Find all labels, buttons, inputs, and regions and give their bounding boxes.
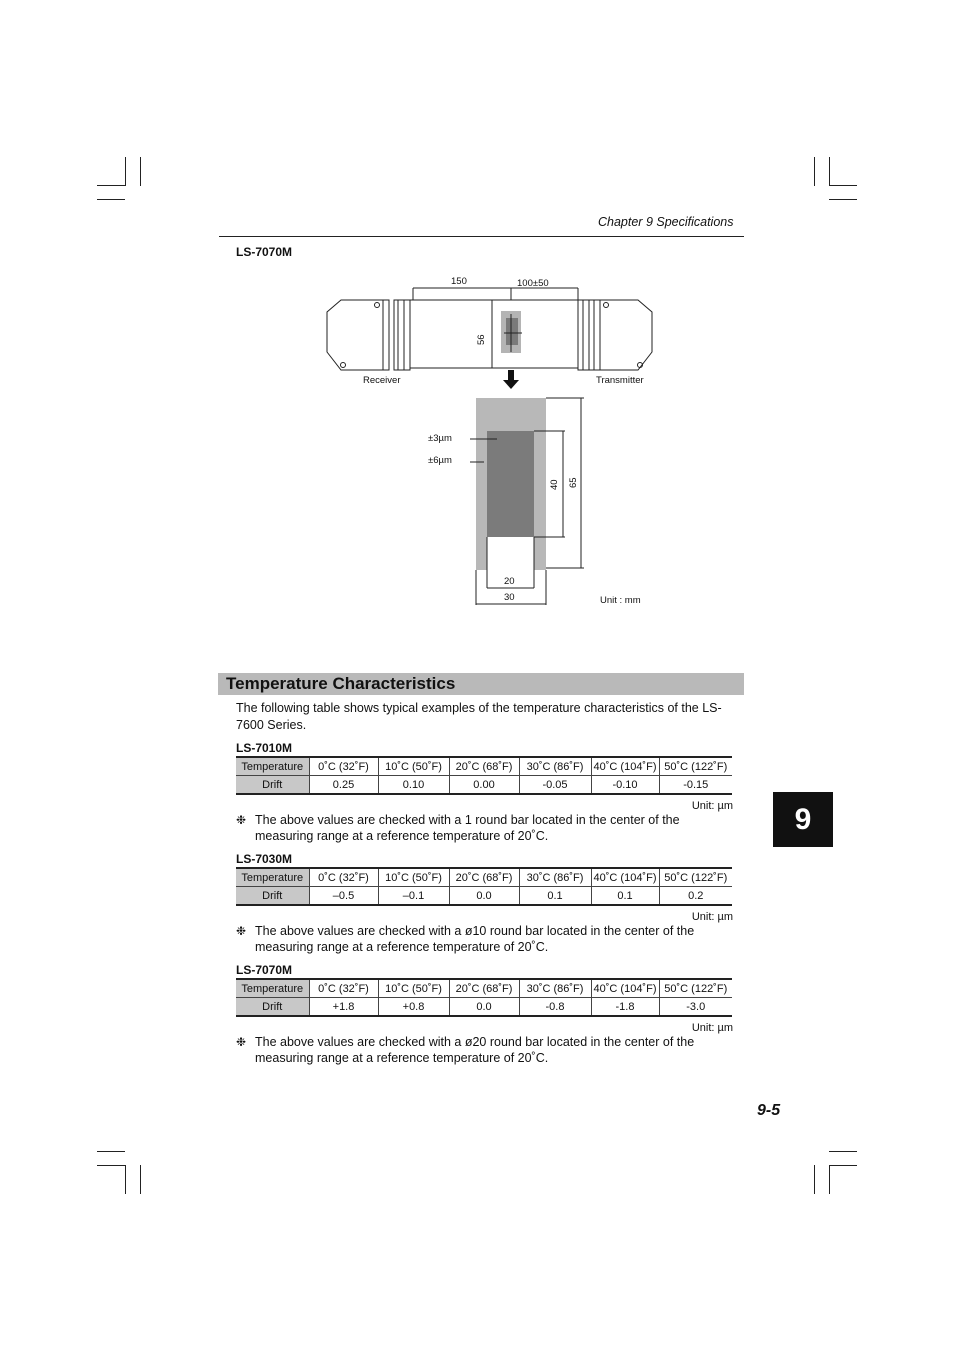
temp-cell: 50˚C (122˚F) [659,868,732,887]
figure-drawing [0,0,954,640]
dim-20: 20 [504,576,515,587]
temp-cell: 40˚C (104˚F) [591,757,659,776]
row-label-temperature: Temperature [236,979,309,998]
figure-unit: Unit : mm [600,595,641,606]
temperature-table-ls7030m [236,867,732,906]
drift-cell: –0.1 [378,887,449,906]
note-bullet-icon: ❉ [236,1035,247,1049]
dim-30: 30 [504,592,515,603]
temp-cell: 0˚C (32˚F) [309,868,378,887]
section-intro: The following table shows typical examples of the temperature characteristics of the LS-7600 Series. [236,701,722,732]
temp-cell: 40˚C (104˚F) [591,868,659,887]
drift-cell: -1.8 [591,998,659,1017]
table-3-model: LS-7070M [236,963,293,977]
drift-cell: 0.25 [309,776,378,795]
temperature-table-ls7070m [236,978,732,1017]
row-label-drift: Drift [236,776,309,795]
table-2-note [236,924,740,955]
transmitter-unit-drawing [578,300,652,370]
transmitter-label: Transmitter [596,375,644,386]
drift-cell: 0.0 [449,998,519,1017]
drift-cell: -0.15 [659,776,732,795]
row-label-drift: Drift [236,998,309,1017]
dim-65: 65 [568,477,579,488]
table-1-note [236,813,740,844]
table-row [236,887,732,906]
dim-40: 40 [549,479,560,490]
row-label-drift: Drift [236,887,309,906]
table-row [236,979,732,998]
temp-cell: 40˚C (104˚F) [591,979,659,998]
drift-cell: 0.0 [449,887,519,906]
table-1-model: LS-7010M [236,741,293,755]
temp-cell: 30˚C (86˚F) [519,868,591,887]
dim-100: 100±50 [517,278,549,289]
note-text: The above values are checked with a 1 round bar located in the center of the measuring range at a reference temperature of 20˚C. [255,813,680,843]
note-text: The above values are checked with a ø10 round bar located in the center of the measuring range at a reference temperature of 20˚C. [255,924,695,954]
dim-56: 56 [476,334,487,345]
drift-cell: 0.10 [378,776,449,795]
drift-cell: 0.1 [519,887,591,906]
note-bullet-icon: ❉ [236,813,247,827]
tolerance-6um: ±6µm [428,455,452,466]
temp-cell: 0˚C (32˚F) [309,979,378,998]
drift-cell: -0.05 [519,776,591,795]
table-row [236,868,732,887]
drift-cell: –0.5 [309,887,378,906]
table-1-unit: Unit: µm [691,800,733,812]
drift-cell: 0.2 [659,887,732,906]
tolerance-3um: ±3µm [428,433,452,444]
drift-cell: 0.1 [591,887,659,906]
drift-cell: -0.8 [519,998,591,1017]
table-3-note [236,1035,740,1066]
row-label-temperature: Temperature [236,868,309,887]
row-label-temperature: Temperature [236,757,309,776]
temp-cell: 10˚C (50˚F) [378,757,449,776]
table-3-unit: Unit: µm [691,1022,733,1034]
note-text: The above values are checked with a ø20 round bar located in the center of the measuring range at a reference temperature of 20˚C. [255,1035,695,1065]
temp-cell: 10˚C (50˚F) [378,868,449,887]
receiver-label: Receiver [363,375,401,386]
chapter-header: Chapter 9 Specifications [598,215,734,229]
down-arrow-icon [503,370,519,389]
dimension-figure [0,0,954,640]
measuring-range-inner [487,431,534,537]
temperature-table-ls7010m [236,756,732,795]
table-row [236,757,732,776]
drift-cell: -0.10 [591,776,659,795]
chapter-tab: 9 [773,792,833,847]
drift-cell: 0.00 [449,776,519,795]
temp-cell: 0˚C (32˚F) [309,757,378,776]
receiver-unit-drawing [327,300,410,370]
table-row [236,776,732,795]
temp-cell: 20˚C (68˚F) [449,757,519,776]
drift-cell: +1.8 [309,998,378,1017]
drift-cell: +0.8 [378,998,449,1017]
temp-cell: 50˚C (122˚F) [659,979,732,998]
temp-cell: 30˚C (86˚F) [519,757,591,776]
table-2-model: LS-7030M [236,852,293,866]
section-title: Temperature Characteristics [226,674,456,693]
temp-cell: 50˚C (122˚F) [659,757,732,776]
temp-cell: 20˚C (68˚F) [449,979,519,998]
table-row [236,998,732,1017]
page-number: 9-5 [757,1102,781,1119]
temp-cell: 20˚C (68˚F) [449,868,519,887]
figure-model-heading: LS-7070M [236,245,293,259]
drift-cell: -3.0 [659,998,732,1017]
temp-cell: 10˚C (50˚F) [378,979,449,998]
dim-150: 150 [451,276,467,287]
temp-cell: 30˚C (86˚F) [519,979,591,998]
table-2-unit: Unit: µm [691,911,733,923]
note-bullet-icon: ❉ [236,924,247,938]
